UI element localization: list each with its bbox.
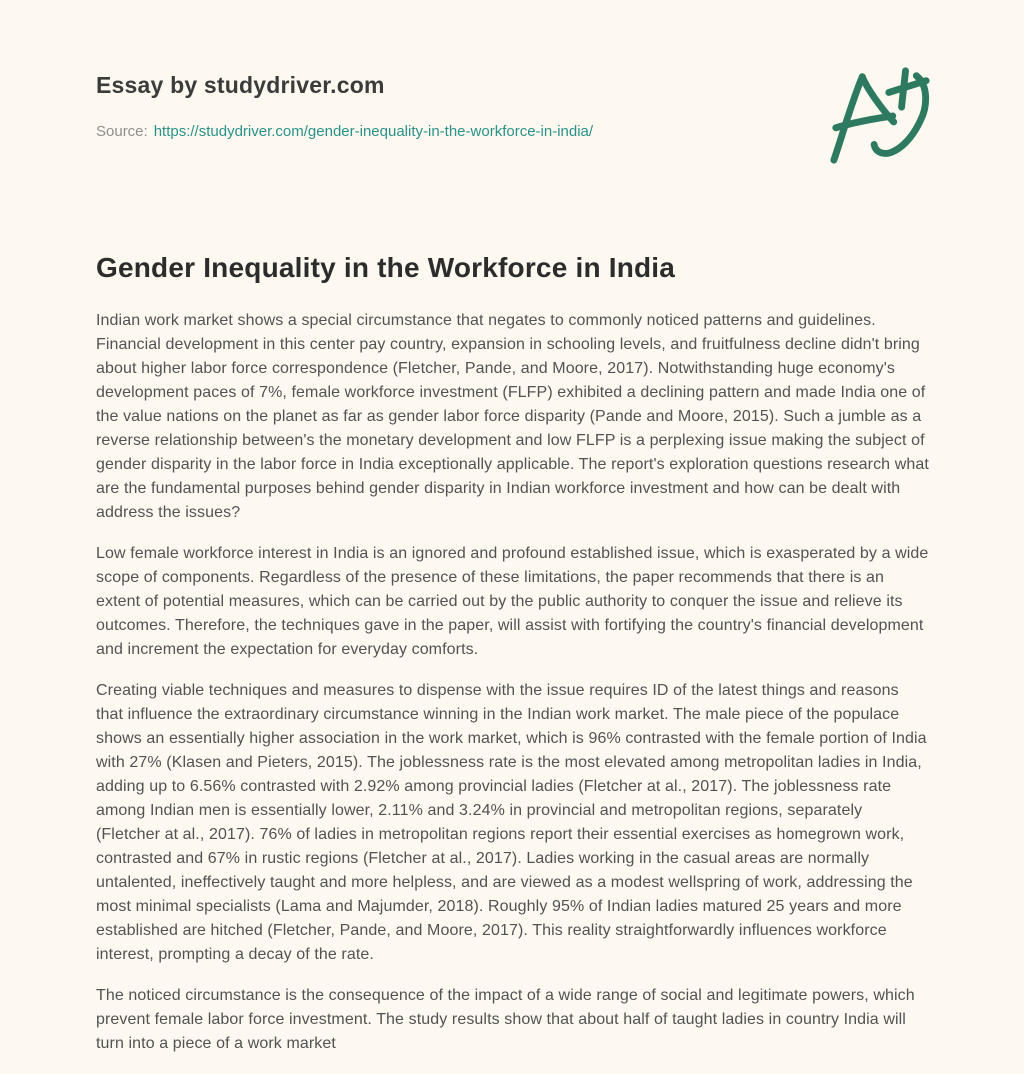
paragraph: Low female workforce interest in India is an ignored and profound established issue, which is exasperated by a wide scope of components. Regardless of the presence of these limitations, the paper recommends that there is an extent of potential measures, which can be carried out by the public authority to conquer the issue and relieve its outcomes. Therefore, the techniques gave in the paper, will assist with fortifying the country's financial development and increment the expectation for everyday comforts. [96, 544, 929, 658]
essay-header-title: Essay by studydriver.com [96, 72, 385, 98]
document-title: Gender Inequality in the Workforce in India [96, 251, 676, 283]
paragraph: The noticed circumstance is the consequence of the impact of a wide range of social and legitimate powers, which prevent female labor force investment. The study results show that about half of taught ladies in country India will turn into a piece of a work market [96, 986, 915, 1052]
paragraph: Creating viable techniques and measures to dispense with the issue requires ID of the latest things and reasons that influence the extraordinary circumstance winning in the Indian work market. The male piece of the populace shows an essentially higher association in the work market, which is 96% contrasted with the female portion of India with 27% (Klasen and Pieters, 2015). The joblessness rate is the most elevated among metropolitan ladies in India, adding up to 6.56% contrasted with 2.92% among provincial ladies (Fletcher at al., 2017). The joblessness rate among Indian men is essentially lower, 2.11% and 3.24% in provincial and metropolitan regions, separately (Fletcher at al., 2017). 76% of ladies in metropolitan regions report their essential exercises as homegrown work, contrasted and 67% in rustic regions (Fletcher at al., 2017). Ladies working in the casual areas are normally untalented, ineffectively taught and more helpless, and are viewed as a modest wellspring of work, addressing the most minimal specialists (Lama and Majumder, 2018). Roughly 95% of Indian ladies matured 25 years and more established are hitched (Fletcher, Pande, and Moore, 2017). This reality straightforwardly influences workforce interest, prompting a decay of the rate. [96, 681, 927, 963]
source-row [96, 122, 928, 142]
paragraph: Indian work market shows a special circumstance that negates to commonly noticed patterns and guidelines. Financial development in this center pay country, expansion in schooling levels, and fruitfulness decline didn't bring about higher labor force correspondence (Fletcher, Pande, and Moore, 2017). Notwithstanding huge economy's development paces of 7%, female workforce investment (FLFP) exhibited a declining pattern and made India one of the value nations on the planet as far as gender labor force disparity (Pande and Moore, 2015). Such a jumble as a reverse relationship between's the monetary development and low FLFP is a perplexing issue making the subject of gender disparity in the labor force in India exceptionally applicable. The report's exploration questions research what are the fundamental purposes behind gender disparity in Indian workforce investment and how can be dealt with address the issues? [96, 311, 929, 521]
source-link[interactable]: https://studydriver.com/gender-inequality-in-the-workforce-in-india/ [153, 122, 594, 140]
a-plus-logo-icon [818, 62, 940, 170]
source-label: Source: [96, 122, 148, 140]
document-body [96, 309, 929, 1056]
